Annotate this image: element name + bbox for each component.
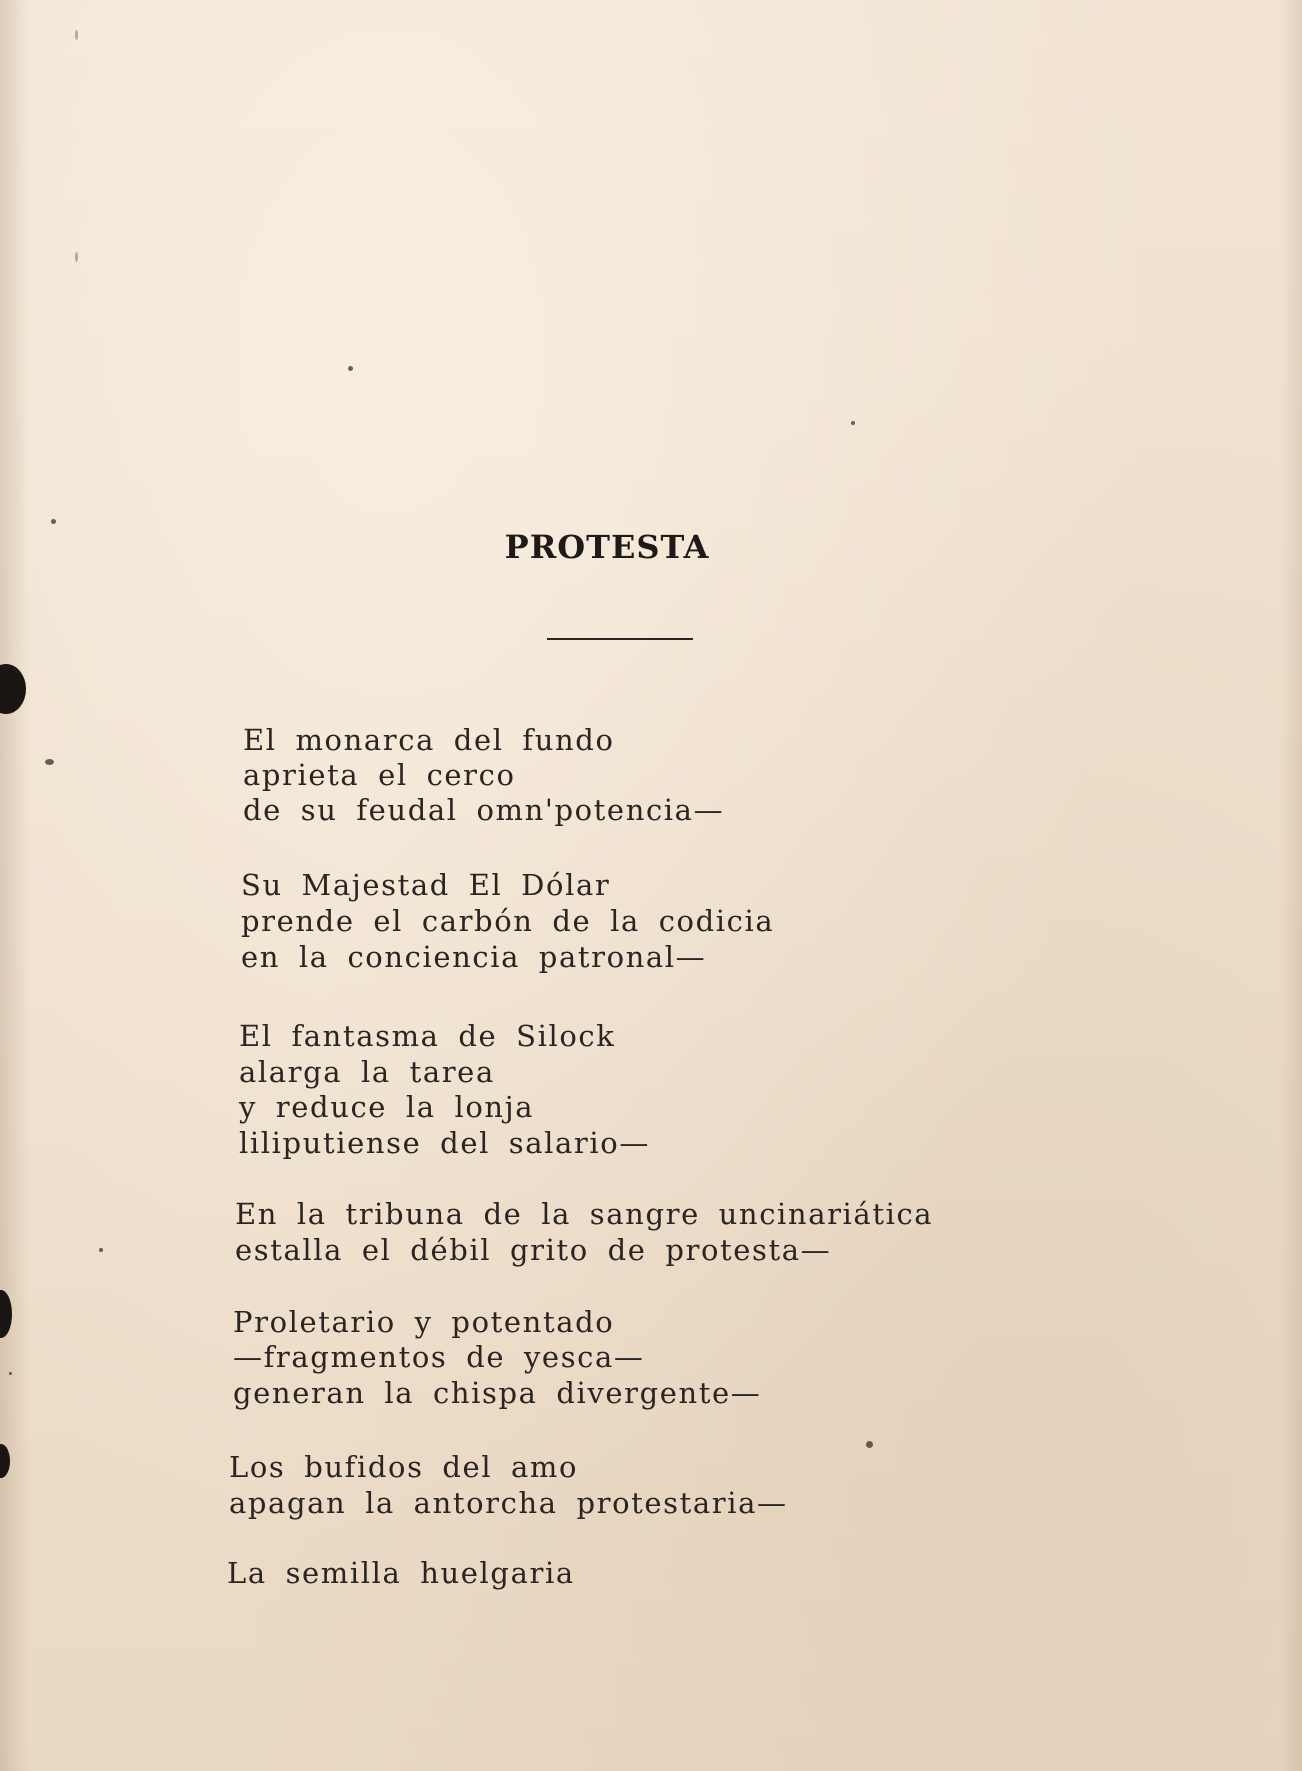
poem-line: —fragmentos de yesca— bbox=[233, 1340, 645, 1374]
poem-line: en la conciencia patronal— bbox=[241, 940, 707, 974]
poem-line: Los bufidos del amo bbox=[229, 1450, 579, 1484]
poem-line: alarga la tarea bbox=[239, 1055, 495, 1089]
poem-line: Su Majestad El Dólar bbox=[241, 868, 611, 902]
poem-line: Proletario y potentado bbox=[233, 1305, 615, 1339]
poem-line: de su feudal omn'potencia— bbox=[243, 793, 725, 827]
poem-line: El fantasma de Silock bbox=[239, 1019, 616, 1053]
page-title: PROTESTA bbox=[504, 528, 710, 566]
poem-line: liliputiense del salario— bbox=[239, 1126, 650, 1160]
poem-line: apagan la antorcha protestaria— bbox=[229, 1486, 788, 1520]
poem-line: prende el carbón de la codicia bbox=[241, 904, 775, 938]
poem-line: En la tribuna de la sangre uncinariática bbox=[235, 1197, 934, 1231]
poem-line: El monarca del fundo bbox=[243, 723, 615, 757]
poem-line: y reduce la lonja bbox=[239, 1090, 535, 1124]
poem-line: estalla el débil grito de protesta— bbox=[235, 1233, 832, 1267]
poem-line: La semilla huelgaria bbox=[227, 1556, 575, 1590]
poem-line: aprieta el cerco bbox=[243, 758, 516, 792]
poem-line: generan la chispa divergente— bbox=[233, 1376, 762, 1410]
